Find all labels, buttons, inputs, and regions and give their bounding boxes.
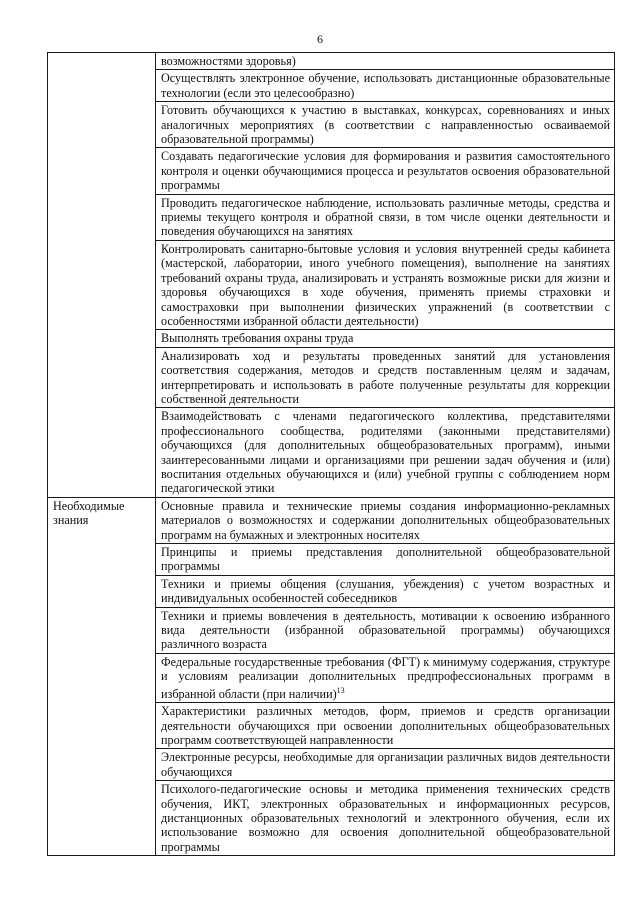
table-cell-text: Принципы и приемы представления дополнительной общеобразовательной программы <box>156 544 615 576</box>
table-cell-text: Характеристики различных методов, форм, приемов и средств организации деятельности обучающихся при освоении дополнительных общеобразовательных программ соответствующей направленности <box>156 703 615 749</box>
table-cell-text: Выполнять требования охраны труда <box>156 330 615 347</box>
footnote-mark: 13 <box>336 685 345 695</box>
page-number: 6 <box>317 32 323 46</box>
table-row <box>48 53 615 70</box>
table-cell-text: Контролировать санитарно-бытовые условия и условия внутренней среды кабинета (мастерской, лаборатории, иного учебного помещения), выполнение на занятиях требований охраны труда, анализировать и устранять возможные риски для жизни и здоровья обучающихся в ходе обучения, применять приемы страховки и самостраховки при выполнении физических упражнений (в соответствии с особенностями избранной области деятельности) <box>156 240 615 329</box>
table-cell-text: Готовить обучающихся к участию в выставках, конкурсах, соревнованиях и иных аналогичных мероприятиях (в соответствии с направленностью осваиваемой образовательной программы) <box>156 102 615 148</box>
table-cell-text: возможностями здоровья) <box>156 53 615 70</box>
table-cell-text: Проводить педагогическое наблюдение, использовать различные методы, средства и приемы текущего контроля и обратной связи, в том числе оценки деятельности и поведения обучающихся на занятиях <box>156 194 615 240</box>
row-label-required-knowledge: Необходимые знания <box>48 497 156 855</box>
table-row <box>48 497 615 543</box>
table-cell-text: Техники и приемы вовлечения в деятельность, мотивации к освоению избранного вида деятельности (избранной образовательной программы) обучающихся различного возраста <box>156 607 615 653</box>
table-cell-text: Создавать педагогические условия для формирования и развития самостоятельного контроля и оценки обучающимися процесса и результатов освоения образовательной программы <box>156 148 615 194</box>
table-cell-text: Осуществлять электронное обучение, использовать дистанционные образовательные технологии (если это целесообразно) <box>156 70 615 102</box>
table-cell-text: Анализировать ход и результаты проведенных занятий для установления соответствия содержания, методов и средств поставленным целям и задачам, интерпретировать и использовать в работе полученные результаты для коррекции собственной деятельности <box>156 347 615 408</box>
table-cell-text: Взаимодействовать с членами педагогического коллектива, представителями профессионального сообщества, родителями (законными представителями) обучающихся (для дополнительных общеобразовательных программ), иными заинтересованными лицами и организациями при решении задач обучения и (или) воспитания отдельных обучающихся и (или) учебной группы с соблюдением норм педагогической этики <box>156 408 615 497</box>
requirements-table <box>47 52 615 856</box>
table-cell-text: Техники и приемы общения (слушания, убеждения) с учетом возрастных и индивидуальных особенностей собеседников <box>156 575 615 607</box>
requirements-table-body <box>48 53 615 856</box>
table-cell-text: Основные правила и технические приемы создания информационно-рекламных материалов о возможностях и содержании дополнительных общеобразовательных программ на бумажных и электронных носителях <box>156 497 615 543</box>
table-cell-text: Электронные ресурсы, необходимые для организации различных видов деятельности обучающихся <box>156 749 615 781</box>
row-label-continued <box>48 53 156 498</box>
table-cell-text: Федеральные государственные требования (ФГТ) к минимуму содержания, структуре и условиям реализации дополнительных предпрофессиональных программ в избранной области (при наличии)$^{13}$ <box>156 653 615 702</box>
table-cell-text: Психолого-педагогические основы и методика применения технических средств обучения, ИКТ, электронных образовательных и информационных ресурсов, дистанционных образовательных технологий и электронного обучения, если их использование возможно для освоения дополнительной общеобразовательной программы <box>156 781 615 856</box>
